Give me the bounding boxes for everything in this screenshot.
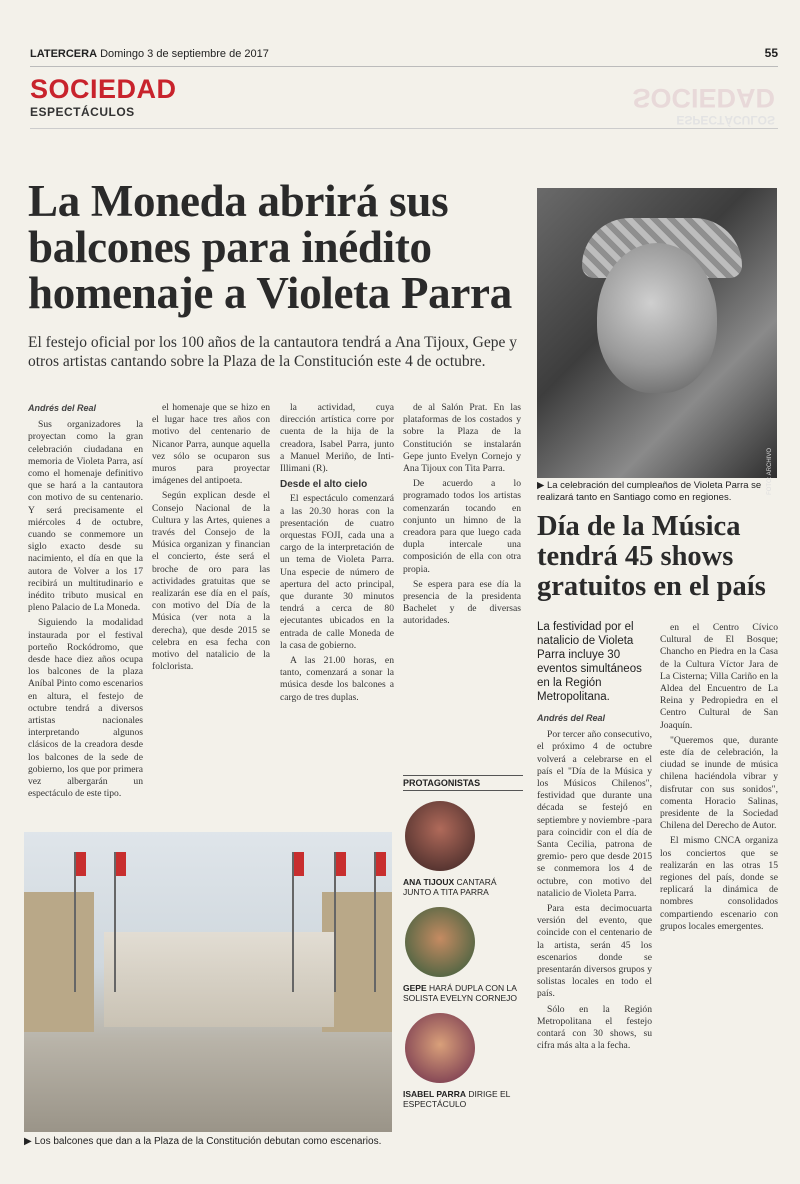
avatar — [405, 1013, 475, 1083]
palace-facade — [104, 932, 334, 1027]
bleed-through-subsection: ESPECTÁCULOS — [676, 113, 775, 127]
flagpole — [114, 852, 116, 992]
article1-column-4 — [403, 402, 521, 631]
paragraph: Siguiendo la modalidad instaurada por el festival porteño Rockódromo, que desde hace diez años ocupa los balcones de la plaza Aníbal Pinto como escenarios en altura, el festejo de octubre tendrá a diversos artistas nacionales interpretando algunos clásicos de la creadora desde los balcones de la sede de gobierno, los que por primera vez albergarán un espectáculo de este tipo. — [28, 617, 143, 800]
caption-marker-icon: ▶ — [24, 1136, 35, 1147]
la-moneda-photo — [24, 832, 392, 1132]
bleed-through-section: SOCIEDAD — [632, 83, 775, 113]
paragraph: Se espera para ese día la presencia de la presidenta Bachelet y de diversas autoridades. — [403, 578, 521, 627]
avatar — [405, 907, 475, 977]
second-lede: La festividad por el natalicio de Violeta Parra incluye 30 eventos simultáneos en la Región Metropolitana. — [537, 621, 642, 703]
protagonist-role: DIRIGE EL ESPECTÁCULO — [403, 1089, 511, 1109]
issue-date: Domingo 3 de septiembre de 2017 — [100, 48, 269, 60]
paragraph: A las 21.00 horas, en tanto, comenzará a sonar la música desde los balcones a cargo de tres duplas. — [280, 655, 394, 703]
masthead — [30, 44, 778, 67]
article1-column-2 — [152, 402, 270, 676]
paragraph: la actividad, cuya dirección artística corre por cuenta de la hija de la creadora, Isabel Parra, junto a Manuel Meriño, de Inti-Illimani (R). — [280, 402, 394, 475]
article2-column-a — [537, 712, 652, 1055]
article1-column-1 — [28, 402, 143, 804]
article2-column-b — [660, 622, 778, 936]
photo2-caption — [24, 1136, 404, 1147]
caption-text: Los balcones que dan a la Plaza de la Constitución debutan como escenarios. — [34, 1136, 382, 1147]
paragraph: en el Centro Cívico Cultural de El Bosque; Chancho en Piedra en la Casa de la Cultura Víctor Jara de La Cisterna; Villa Cariño en la Aldea del Encuentro de La Reina y Pedropiedra en el Centro Cultural de San Joaquín. — [660, 622, 778, 731]
protagonist-caption — [403, 877, 523, 897]
avatar — [405, 801, 475, 871]
paragraph: De acuerdo a lo programado todos los artistas comenzarán tocando en conjunto un himno de la creadora para que luego cada dupla intercale una composición de ella con otra propia. — [403, 478, 521, 575]
protagonist-caption — [403, 983, 523, 1003]
paragraph: Sus organizadores la proyectan como la gran celebración ciudadana en memoria de Violeta Parra, así como el homenaje definitivo que se hará a la cantautora con motivo de su centenario. Y será precisamente el miércoles 4 de octubre, cuando se conmemore un siglo exacto desde su nacimiento, el día en que la autora de Volver a los 17 recibirá un multitudinario e inédito tributo musical en pleno Palacio de La Moneda. — [28, 419, 143, 614]
second-headline: Día de la Música tendrá 45 shows gratuitos en el país — [537, 511, 766, 602]
main-headline: La Moneda abrirá sus balcones para inédito homenaje a Violeta Parra — [28, 176, 512, 318]
flagpole — [374, 852, 376, 992]
caption-marker-icon: ▶ — [537, 480, 547, 491]
subhead: Desde el alto cielo — [280, 479, 368, 491]
flagpole — [334, 852, 336, 992]
paragraph: de al Salón Prat. En las plataformas de los costados y sobre la Plaza de la Constitución se instalarán Gepe junto Evelyn Cornejo y Ana Tijoux con Tita Parra. — [403, 402, 521, 475]
section-subtitle: ESPECTÁCULOS — [30, 105, 135, 119]
page-number: 55 — [764, 46, 778, 60]
flagpole — [74, 852, 76, 992]
protagonist-name: ANA TIJOUX — [403, 877, 455, 887]
portrait-face — [597, 243, 717, 393]
byline: Andrés del Real — [537, 713, 606, 723]
masthead-left — [30, 48, 269, 60]
paragraph: Según explican desde el Consejo Nacional de la Cultura y las Artes, quienes a través del Consejo de la Música organizan y financian el concierto, éste será el broche de oro para las actividades gratuitas que se realizarán ese día en el país, con motivo del Día de la Música (ver nota a la derecha), que desde 2015 se celebra en esa fecha con motivo del natalicio de la folclorista. — [152, 490, 270, 673]
byline: Andrés del Real — [28, 403, 97, 413]
paragraph: Sólo en la Región Metropolitana el festejo contará con 30 shows, su cifra más alta a la fecha. — [537, 1003, 652, 1052]
protagonist-name: ISABEL PARRA — [403, 1089, 466, 1099]
newspaper-name: LATERCERA — [30, 48, 98, 60]
paragraph: Por tercer año consecutivo, el próximo 4 de octubre volverá a celebrarse en el país el "Día de la Música y los Músicos Chilenos", festividad que durante una década se festejó en septiembre y noviembre -para para coincidir con el día de Santa Cecilia, patrona de gremio- pero que desde 2015 se conmemora los 4 de octubre, con motivo del natalicio de Violeta Parra. — [537, 729, 652, 899]
protagonistas-title: PROTAGONISTAS — [403, 775, 523, 791]
main-lede: El festejo oficial por los 100 años de la cantautora tendrá a Ana Tijoux, Gepe y otros artistas cantando sobre la Plaza de la Constitución este 4 de octubre. — [28, 334, 517, 370]
photo-caption — [537, 480, 777, 504]
flagpole — [292, 852, 294, 992]
paragraph: El espectáculo comenzará a las 20.30 horas con la presentación de cuatro orquestas FOJI, cada una a cargo de la interpretación de un tema de Violeta Parra. Una especie de número de apertura del acto principal, que durante 30 minutos tendrá a cerca de 80 ejecutantes ubicados en la entrada de calle Moneda de la casa de gobierno. — [280, 493, 394, 651]
top-rule — [30, 128, 778, 129]
section-title: SOCIEDAD — [30, 74, 177, 104]
protagonist-name: GEPE — [403, 983, 427, 993]
protagonist-caption — [403, 1089, 523, 1109]
paragraph: El mismo CNCA organiza los conciertos que se realizarán en las otras 15 regiones del país, donde se replicará la dinámica de nombres consolidados compartiendo escenario con grupos locales emergentes. — [660, 835, 778, 932]
photo-credit: FOTO: ARCHIVO — [767, 448, 773, 495]
article1-column-3 — [280, 402, 394, 707]
paragraph: Para esta decimocuarta versión del evento, que coincide con el centenario de la artista, serán 45 los escenarios donde se presentarán diversos grupos y solistas locales en todo el país. — [537, 903, 652, 1000]
protagonist-role: HARÁ DUPLA CON LA SOLISTA EVELYN CORNEJO — [403, 983, 517, 1003]
paragraph: "Queremos que, durante este día de celebración, la ciudad se inunde de música chilena haciéndola vibrar y disfrutar con sus sonidos", comenta Horacio Salinas, presidente de la Sociedad Chilena del Derecho de Autor. — [660, 734, 778, 832]
building-left — [24, 892, 94, 1032]
protagonistas-box — [403, 775, 523, 1109]
protagonist-role: CANTARÁ JUNTO A TITA PARRA — [403, 877, 497, 897]
caption-text: La celebración del cumpleaños de Violeta Parra se realizará tanto en Santiago como en regiones. — [537, 480, 762, 503]
paragraph: el homenaje que se hizo en el lugar hace tres años con motivo del centenario de Nicanor Parra, aunque aquella vez sólo se ocuparon sus muros para proyectar imágenes del antipoeta. — [152, 402, 270, 487]
